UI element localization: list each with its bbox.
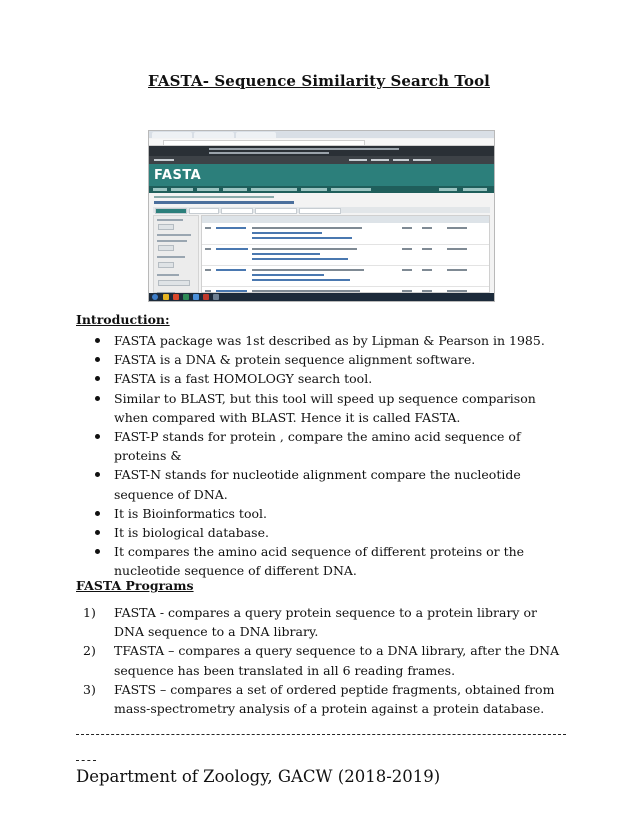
list-item: FASTA package was 1st described as by Lipman & Pearson in 1985. <box>76 331 566 350</box>
browser-tab <box>194 132 234 138</box>
bullet-icon <box>95 511 100 516</box>
bullet-icon <box>95 472 100 477</box>
site-header <box>149 164 494 186</box>
list-item: 3) FASTS – compares a set of ordered peptide fragments, obtained from mass-spectrometry analysis of a protein against a protein database. <box>83 681 555 717</box>
browser-address-bar <box>149 139 494 146</box>
item-number: 2) <box>83 643 96 659</box>
bullet-icon <box>95 396 100 401</box>
filter-sidebar <box>153 215 199 293</box>
item-number: 3) <box>83 681 96 697</box>
list-item: It is biological database. <box>76 523 566 542</box>
results-heading <box>154 201 294 204</box>
table-row <box>202 224 489 245</box>
page-title: FASTA- Sequence Similarity Search Tool <box>148 72 490 90</box>
table-header <box>202 216 489 223</box>
list-item: FASTA is a fast HOMOLOGY search tool. <box>76 369 566 388</box>
introduction-heading: Introduction: <box>76 312 170 327</box>
site-nav-bar <box>149 156 494 164</box>
bullet-icon <box>95 376 100 381</box>
footer-separator <box>76 734 566 735</box>
table-row <box>202 245 489 266</box>
programs-heading: FASTA Programs <box>76 578 194 593</box>
footer-text: Department of Zoology, GACW (2018-2019) <box>76 767 441 786</box>
list-item: FAST-P stands for protein , compare the amino acid sequence of proteins & <box>76 427 566 465</box>
list-item: It compares the amino acid sequence of different proteins or the nucleotide sequence of different DNA. <box>76 542 566 580</box>
bullet-icon <box>95 357 100 362</box>
browser-tab <box>152 132 192 138</box>
list-item: 2) TFASTA – compares a query sequence to a DNA library, after the DNA sequence has been translated in all 6 reading frames. <box>83 643 560 678</box>
introduction-list <box>76 331 566 581</box>
site-menu <box>149 186 494 193</box>
fasta-web-screenshot <box>148 130 495 302</box>
list-item: Similar to BLAST, but this tool will speed up sequence comparison when compared with BLAST. Hence it is called FASTA. <box>76 389 566 427</box>
bullet-icon <box>95 549 100 554</box>
table-row <box>202 266 489 287</box>
bullet-icon <box>95 434 100 439</box>
fasta-logo: FASTA <box>154 168 202 183</box>
result-tabs <box>153 207 490 213</box>
list-item: It is Bioinformatics tool. <box>76 504 566 523</box>
bullet-icon <box>95 530 100 535</box>
breadcrumb <box>154 196 274 198</box>
item-number: 1) <box>83 605 96 620</box>
browser-tab-bar <box>149 131 494 138</box>
cookie-notice <box>149 146 494 156</box>
programs-list <box>76 603 566 718</box>
browser-tab <box>236 132 276 138</box>
list-item: FAST-N stands for nucleotide alignment compare the nucleotide sequence of DNA. <box>76 465 566 503</box>
bullet-icon <box>95 338 100 343</box>
windows-taskbar <box>149 293 494 301</box>
results-table <box>201 215 490 293</box>
footer-separator-tail <box>76 760 96 761</box>
list-item: 1) FASTA - compares a query protein sequence to a protein library or DNA sequence to a DNA library. <box>83 605 537 640</box>
list-item: FASTA is a DNA & protein sequence alignment software. <box>76 350 566 369</box>
